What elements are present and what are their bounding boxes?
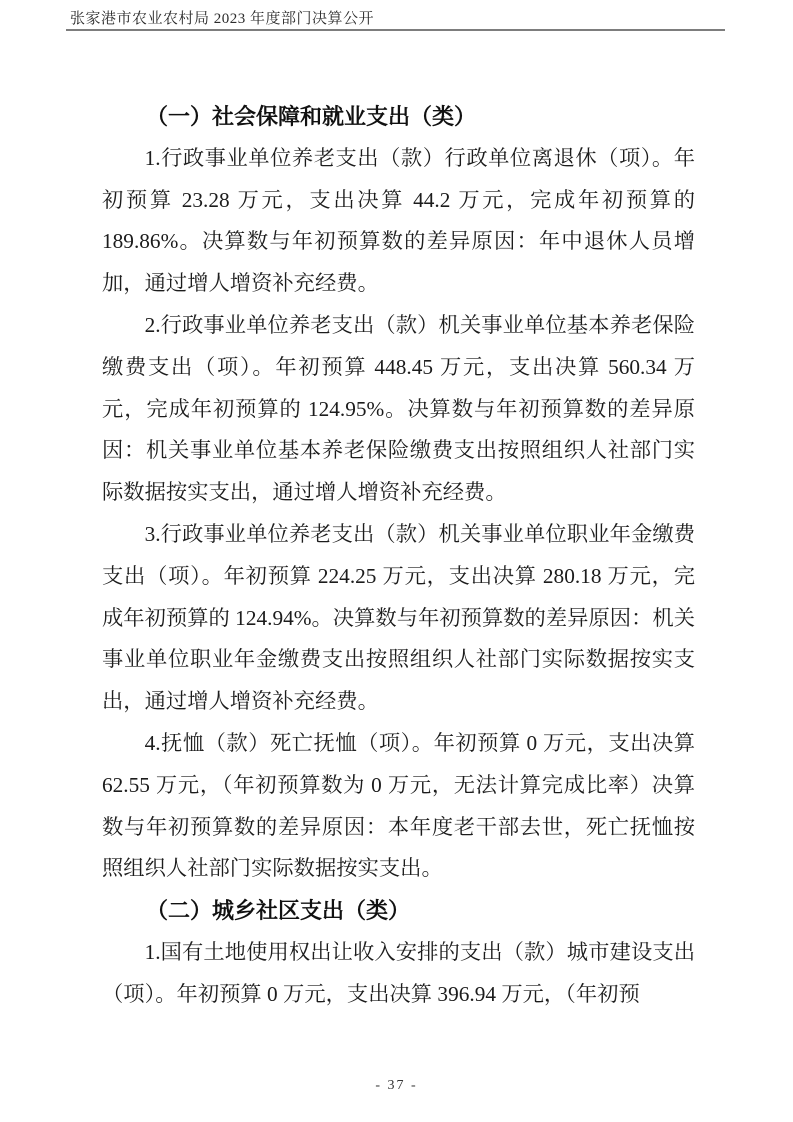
page-footer: [0, 1078, 793, 1094]
page-number: - 37 -: [375, 1078, 418, 1093]
paragraph-pension-retiree: 1.行政事业单位养老支出（款）行政单位离退休（项）。年初预算 23.28 万元，支出决算 44.2 万元，完成年初预算的 189.86%。决算数与年初预算数的差异原因：年中退休人员增加，通过增人增资补充经费。: [102, 145, 695, 296]
document-body: [102, 96, 695, 1016]
paragraph-occupational-annuity: 3.行政事业单位养老支出（款）机关事业单位职业年金缴费支出（项）。年初预算 224.25 万元，支出决算 280.18 万元，完成年初预算的 124.94%。决算数与年初预算数的差异原因：机关事业单位职业年金缴费支出按照组织人社部门实际数据按实支出，通过增人增资补充经费。: [102, 521, 695, 714]
header-title: 张家港市农业农村局 2023 年度部门决算公开: [70, 11, 375, 27]
header-divider: [66, 29, 725, 31]
paragraph-land-transfer-expenditure: 1.国有土地使用权出让收入安排的支出（款）城市建设支出（项）。年初预算 0 万元，支出决算 396.94 万元，（年初预: [102, 939, 695, 1006]
section-heading-social-security: （一）社会保障和就业支出（类）: [146, 104, 477, 129]
paragraph-death-benefit: 4.抚恤（款）死亡抚恤（项）。年初预算 0 万元，支出决算 62.55 万元，（年初预算数为 0 万元，无法计算完成比率）决算数与年初预算数的差异原因：本年度老干部去世，死亡抚恤按照组织人社部门实际数据按实支出。: [102, 730, 695, 881]
section-heading-urban-rural-community: （二）城乡社区支出（类）: [146, 898, 411, 924]
paragraph-basic-pension-contribution: 2.行政事业单位养老支出（款）机关事业单位基本养老保险缴费支出（项）。年初预算 448.45 万元，支出决算 560.34 万元，完成年初预算的 124.95%。决算数与年初预算数的差异原因：机关事业单位基本养老保险缴费支出按照组织人社部门实际数据按实支出，通过增人增资补充经费。: [102, 312, 695, 505]
